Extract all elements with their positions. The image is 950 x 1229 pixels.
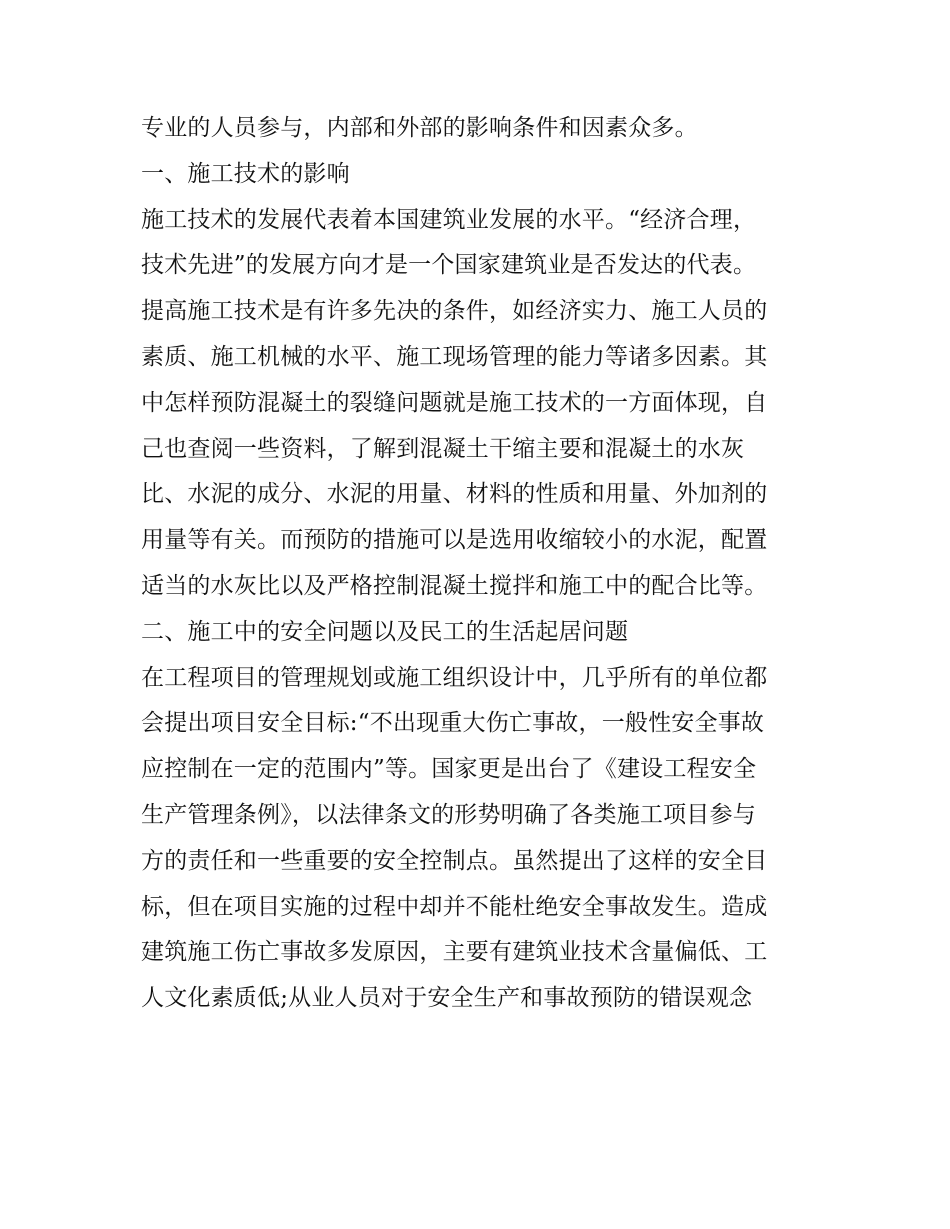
paragraph-line: 用量等有关。而预防的措施可以是选用收缩较小的水泥，配置	[141, 527, 768, 554]
section-heading-2: 二、施工中的安全问题以及民工的生活起居问题	[141, 618, 629, 645]
paragraph-line: 会提出项目安全目标:“不出现重大伤亡事故，一般性安全事故	[141, 710, 765, 737]
paragraph-line: 生产管理条例》，以法律条文的形势明确了各类施工项目参与	[141, 801, 756, 828]
paragraph-line: 人文化素质低;从业人员对于安全生产和事故预防的错误观念	[141, 985, 753, 1012]
paragraph-line: 比、水泥的成分、水泥的用量、材料的性质和用量、外加剂的	[141, 481, 768, 508]
paragraph-line: 应控制在一定的范围内”等。国家更是出台了《建设工程安全	[141, 756, 757, 783]
paragraph-line: 提高施工技术是有许多先决的条件，如经济实力、施工人员的	[141, 298, 768, 325]
paragraph-line: 建筑施工伤亡事故多发原因，主要有建筑业技术含量偏低、工	[141, 939, 768, 966]
paragraph-line: 中怎样预防混凝土的裂缝问题就是施工技术的一方面体现，自	[141, 389, 768, 416]
paragraph-line: 方的责任和一些重要的安全控制点。虽然提出了这样的安全目	[141, 847, 768, 874]
paragraph-line: 专业的人员参与，内部和外部的影响条件和因素众多。	[141, 115, 698, 141]
paragraph-line: 标，但在项目实施的过程中却并不能杜绝安全事故发生。造成	[141, 893, 768, 920]
section-heading-1: 一、施工技术的影响	[141, 160, 350, 187]
document-body	[141, 106, 821, 1022]
paragraph-line: 素质、施工机械的水平、施工现场管理的能力等诸多因素。其	[141, 343, 768, 370]
paragraph-line: 技术先进”的发展方向才是一个国家建筑业是否发达的代表。	[141, 252, 757, 279]
paragraph-line: 在工程项目的管理规划或施工组织设计中，几乎所有的单位都	[141, 664, 768, 691]
paragraph-line: 己也查阅一些资料，了解到混凝土干缩主要和混凝土的水灰	[141, 435, 745, 462]
paragraph-line: 施工技术的发展代表着本国建筑业发展的水平。“经济合理，	[141, 206, 757, 233]
paragraph-line: 适当的水灰比以及严格控制混凝土搅拌和施工中的配合比等。	[141, 572, 768, 599]
